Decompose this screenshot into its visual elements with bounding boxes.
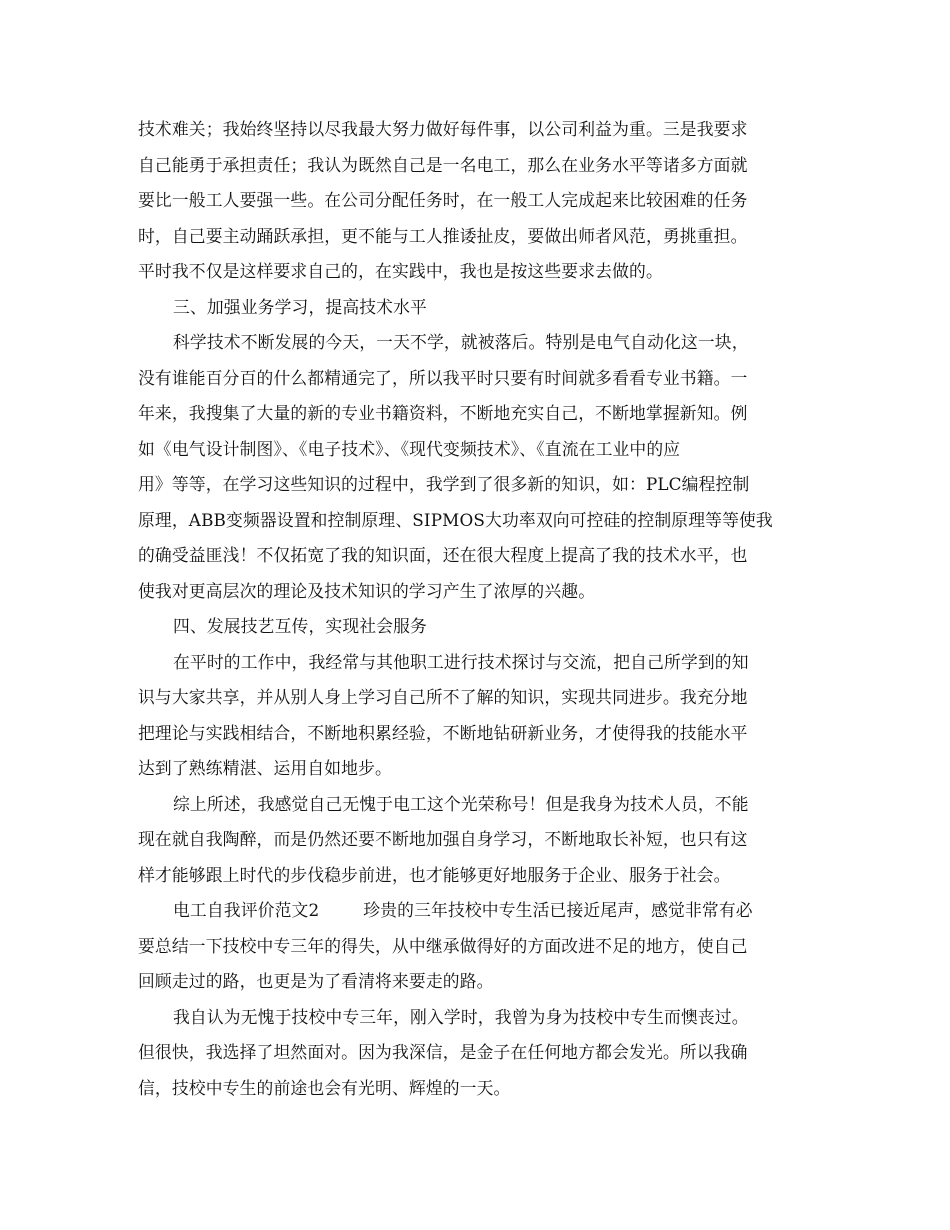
text-line-with-title bbox=[138, 893, 814, 929]
text-line: 信，技校中专生的前途也会有光明、辉煌的一天。 bbox=[138, 1077, 511, 1098]
text-line: 没有谁能百分百的什么都精通完了，所以我平时只要有时间就多看看专业书籍。一 bbox=[138, 367, 748, 388]
text-line: 但很快，我选择了坦然面对。因为我深信，是金子在任何地方都会发光。所以我确 bbox=[138, 1042, 748, 1062]
text-line: 在平时的工作中，我经常与其他职工进行技术探讨与交流，把自己所学到的知 bbox=[173, 651, 749, 672]
text-line: 现在就自我陶醉，而是仍然还要不断地加强自身学习，不断地取长补短，也只有这 bbox=[138, 829, 748, 849]
text-line: 我自认为无愧于技校中专三年，刚入学时，我曾为身为技校中专生而懊丧过。 bbox=[173, 1006, 749, 1027]
text-line: 把理论与实践相结合，不断地积累经验，不断地钻研新业务，才使得我的技能水平 bbox=[138, 722, 748, 743]
text-line: 达到了熟练精湛、运用自如地步。 bbox=[138, 758, 392, 778]
document-body bbox=[138, 112, 814, 1106]
section-heading: 三、加强业务学习，提高技术水平 bbox=[173, 296, 427, 317]
text-line: 如《电气设计制图》、《电子技术》、《现代变频技术》、《直流在工业中的应 bbox=[138, 438, 681, 459]
text-line: 时，自己要主动踊跃承担，更不能与工人推诿扯皮，要做出师者风范，勇挑重担。 bbox=[138, 225, 748, 246]
text-line: 技术难关；我始终坚持以尽我最大努力做好每件事，以公司利益为重。三是我要求 bbox=[138, 119, 748, 139]
essay-opening: 珍贵的三年技校中专生活已接近尾声，感觉非常有必 bbox=[363, 900, 753, 920]
essay-title: 电工自我评价范文2 bbox=[173, 900, 320, 920]
text-line: 的确受益匪浅！不仅拓宽了我的知识面，还在很大程度上提高了我的技术水平，也 bbox=[138, 545, 748, 565]
text-line: 使我对更高层次的理论及技术知识的学习产生了浓厚的兴趣。 bbox=[138, 580, 596, 601]
section-heading: 四、发展技艺互传，实现社会服务 bbox=[173, 616, 427, 636]
text-line: 自己能勇于承担责任；我认为既然自己是一名电工，那么在业务水平等诸多方面就 bbox=[138, 154, 748, 175]
text-line: 样才能够跟上时代的步伐稳步前进，也才能够更好地服务于企业、服务于社会。 bbox=[138, 864, 731, 885]
text-line: 识与大家共享，并从别人身上学习自己所不了解的知识，实现共同进步。我充分地 bbox=[138, 687, 748, 707]
text-line: 回顾走过的路，也更是为了看清将来要走的路。 bbox=[138, 971, 494, 991]
text-line: 平时我不仅是这样要求自己的，在实践中，我也是按这些要求去做的。 bbox=[138, 261, 663, 281]
text-line: 年来，我搜集了大量的新的专业书籍资料，不断地充实自己，不断地掌握新知。例 bbox=[138, 403, 748, 423]
text-line: 原理，ABB变频器设置和控制原理、SIPMOS大功率双向可控硅的控制原理等等使我 bbox=[138, 509, 773, 530]
text-line: 综上所述，我感觉自己无愧于电工这个光荣称号！但是我身为技术人员，不能 bbox=[173, 793, 749, 814]
text-line: 要比一般工人要强一些。在公司分配任务时，在一般工人完成起来比较困难的任务 bbox=[138, 190, 748, 210]
text-line: 科学技术不断发展的今天，一天不学，就被落后。特别是电气自动化这一块， bbox=[173, 332, 749, 352]
text-line: 用》等等，在学习这些知识的过程中，我学到了很多新的知识，如：PLC编程控制 bbox=[138, 474, 750, 494]
text-line: 要总结一下技校中专三年的得失，从中继承做得好的方面改进不足的地方，使自己 bbox=[138, 935, 748, 956]
